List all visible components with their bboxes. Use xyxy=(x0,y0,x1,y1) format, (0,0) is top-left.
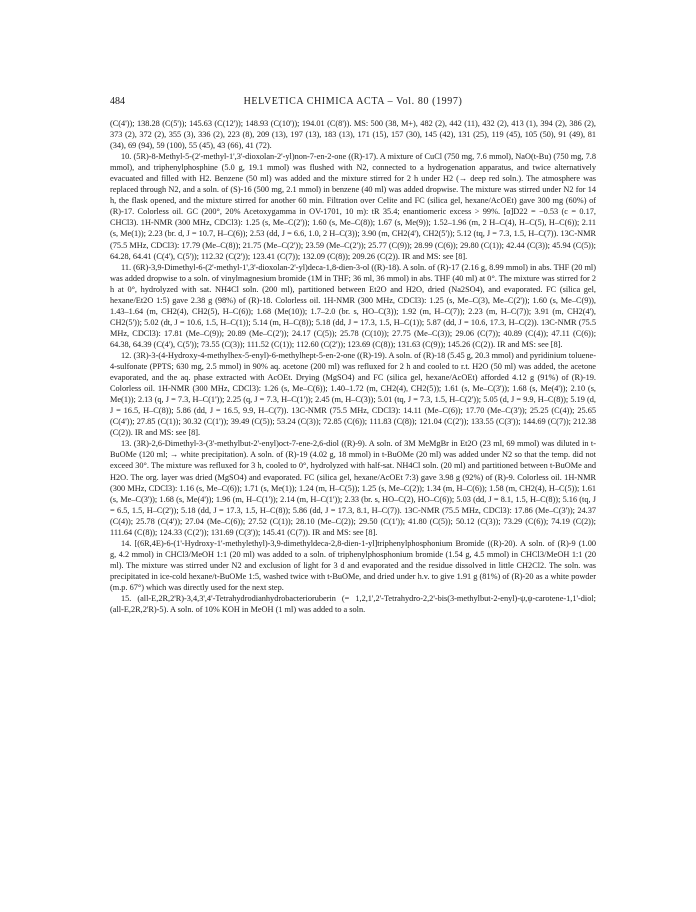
page-number: 484 xyxy=(110,96,125,107)
article-body xyxy=(110,118,596,615)
paragraph-experiment-13: 13. (3R)-2,6-Dimethyl-3-(3'-methylbut-2'-enyl)oct-7-ene-2,6-diol ((R)-9). A soln. of 3M MeMgBr in Et2O (23 ml, 69 mmol) was diluted in t-BuOMe (120 ml; → white precipitation). A soln. of (R)-19 (4.02 g, 18 mmol) in t-BuOMe (20 ml) was added under N2 so that the temp. did not exceed 30°. The mixture was refluxed for 3 h, cooled to 0°, hydrolyzed with half-sat. NH4Cl soln. (20 ml) and partitioned between t-BuOMe and H2O. The org. layer was dried (MgSO4) and evaporated. FC (silica gel, hexane/AcOEt 7:3) gave 3.98 g (92%) of (R)-9. Colorless oil. 1H-NMR (300 MHz, CDCl3): 1.16 (s, Me–C(6)); 1.71 (s, Me(1)); 1.24 (m, H–C(5)); 1.25 (s, Me–C(2)); 1.34 (m, H–C(6)); 1.58 (m, CH2(4), H–C(5)); 1.61 (s, Me–C(3')); 1.68 (s, Me(4')); 1.96 (m, H–C(1')); 2.14 (m, H–C(1')); 2.33 (br. s, HO–C(2), HO–C(6)); 5.03 (dd, J = 8.1, 1.5, H–C(8)); 5.16 (tq, J = 6.5, 1.5, H–C(2')); 5.18 (dd, J = 17.3, 1.5, H–C(8)); 5.86 (dd, J = 17.3, 8.1, H–C(7)). 13C-NMR (75.5 MHz, CDCl3): 17.86 (Me–C(3')); 24.37 (C(4)); 25.78 (C(4')); 27.04 (Me–C(6)); 27.52 (C(1)); 28.10 (Me–C(2)); 29.50 (C(1')); 41.80 (C(5)); 50.12 (C(3)); 73.29 (C(6)); 74.19 (C(2)); 111.64 (C(8)); 124.33 (C(2')); 131.69 (C(3')); 145.41 (C(7)). IR and MS: see [8]. xyxy=(110,439,596,537)
paragraph-experiment-14: 14. [(6R,4E)-6-(1'-Hydroxy-1'-methylethyl)-3,9-dimethyldeca-2,8-dien-1-yl]triphenylphosphonium Bromide ((R)-20). A soln. of (R)-9 (1.00 g, 4.2 mmol) in CHCl3/MeOH 1:1 (20 ml) was added to a soln. of triphenylphosphonium bromide (1.54 g, 4.5 mmol) in CHCl3/MeOH 1:1 (20 ml). The mixture was stirred under N2 and exclusion of light for 3 d and evaporated and the residue dissolved in little CH2Cl2. The soln. was precipitated in ice-cold hexane/t-BuOMe 1:5, washed twice with t-BuOMe, and dried under h.v. to give 1.91 g (81%) of (R)-20 as a white powder (m.p. 67°) which was directly used for the next step. xyxy=(110,538,596,592)
paragraph-experiment-15: 15. (all-E,2R,2'R)-3,4,3',4'-Tetrahydrodianhydrobacterioruberin (= 1,2,1',2'-Tetrahydro-2,2'-bis(3-methylbut-2-enyl)-ψ,ψ-carotene-1,1'-diol; (all-E,2R,2'R)-5). A soln. of 10% KOH in MeOH (1 ml) was added to a soln. xyxy=(110,594,596,615)
page-header xyxy=(110,96,596,110)
paragraph-experiment-10: 10. (5R)-8-Methyl-5-(2'-methyl-1',3'-dioxolan-2'-yl)non-7-en-2-one ((R)-17). A mixture of CuCl (750 mg, 7.6 mmol), NaO(t-Bu) (750 mg, 7.8 mmol), and triphenylphosphine (5.0 g, 19.1 mmol) was flushed with N2, connected to a hydrogenation apparatus, and twice alternatively evacuated and filled with H2. Benzene (50 ml) was added and the mixture stirred for 2 h under H2 (→ deep red soln.). The atmosphere was replaced through N2, and a soln. of (S)-16 (500 mg, 2.1 mmol) in benzene (40 ml) was added dropwise. The mixture was stirred under N2 for 14 h, the flask opened, and the mixture stirred for another 60 min. Filtration over Celite and FC (silica gel, hexane/AcOEt) gave 300 mg (60%) of (R)-17. Colorless oil. GC (200°, 20% Acetoxygamma in OV-1701, 10 m): tR 35.4; enantiomeric excess > 99%. [α]D22 = −0.53 (c = 0.17, CHCl3). 1H-NMR (300 MHz, CDCl3): 1.25 (s, Me–C(2')); 1.60 (s, Me–C(8)); 1.67 (s, Me(9)); 1.52–1.96 (m, 2 H–C(4), H–C(5), H–C(6)); 2.11 (s, Me(1)); 2.23 (br. d, J = 10.7, H–C(6)); 2.53 (dd, J = 6.6, 1.0, 2 H–C(3)); 3.90 (m, CH2(4'), CH2(5')); 5.12 (tq, J = 7.3, 1.5, H–C(7)). 13C-NMR (75.5 MHz, CDCl3): 17.79 (Me–C(8)); 21.75 (Me–C(2')); 23.59 (Me–C(2')); 25.77 (C(9)); 28.99 (C(6)); 29.80 (C(1)); 42.44 (C(3)); 45.94 (C(5)); 64.28, 64.41 (C(4'), C(5')); 112.32 (C(2')); 123.41 (C(7)); 132.09 (C(8)); 209.26 (C(2)). IR and MS: see [8]. xyxy=(110,152,596,261)
running-title: HELVETICA CHIMICA ACTA – Vol. 80 (1997) xyxy=(243,96,463,107)
paragraph-experiment-12: 12. (3R)-3-(4-Hydroxy-4-methylhex-5-enyl)-6-methylhept-5-en-2-one ((R)-19). A soln. of (R)-18 (5.45 g, 20.3 mmol) and pyridinium toluene-4-sulfonate (PPTS; 630 mg, 2.5 mmol) in 90% aq. acetone (200 ml) was refluxed for 2 h and cooled to r.t. H2O (50 ml) was added, the acetone evaporated, and the aq. phase extracted with AcOEt. Drying (MgSO4) and FC (silica gel, hexane/AcOEt) afforded 4.12 g (91%) of (R)-19. Colorless oil. 1H-NMR (300 MHz, CDCl3): 1.26 (s, Me–C(6)); 1.40–1.72 (m, CH2(4), CH2(5)); 1.61 (s, Me–C(3')); 1.68 (s, Me(4')); 2.10 (s, Me(1)); 2.13 (q, J = 7.3, H–C(1')); 2.25 (q, J = 7.3, H–C(1')); 2.45 (m, H–C(3)); 5.01 (tq, J = 7.3, 1.5, H–C(2')); 5.05 (d, J = 9.9, H–C(8)); 5.19 (d, J = 16.5, H–C(8)); 5.86 (dd, J = 16.5, 9.9, H–C(7)). 13C-NMR (75.5 MHz, CDCl3): 14.11 (Me–C(6)); 17.70 (Me–C(3')); 25.25 (C(4)); 25.65 (C(4')); 27.85 (C(1)); 30.32 (C(1')); 39.49 (C(5)); 53.24 (C(3)); 72.85 (C(6)); 111.83 (C(8)); 121.04 (C(2')); 133.55 (C(3')); 144.69 (C(7)); 212.38 (C(2)). IR and MS: see [8]. xyxy=(110,350,596,438)
paragraph-continued: (C(4')); 138.28 (C(5')); 145.63 (C(12')); 148.93 (C(10')); 194.01 (C(8')). MS: 500 (38, M+), 482 (2), 442 (11), 432 (2), 413 (1), 394 (2), 386 (2), 373 (2), 372 (2), 355 (3), 336 (2), 223 (8), 209 (13), 197 (13), 183 (13), 171 (15), 157 (30), 145 (42), 131 (25), 119 (45), 105 (50), 91 (49), 81 (34), 69 (94), 59 (100), 55 (45), 43 (66), 41 (72). xyxy=(110,119,596,151)
paragraph-experiment-11: 11. (6R)-3,9-Dimethyl-6-(2'-methyl-1',3'-dioxolan-2'-yl)deca-1,8-dien-3-ol ((R)-18). A soln. of (R)-17 (2.16 g, 8.99 mmol) in abs. THF (20 ml) was added dropwise to a soln. of vinylmagnesium bromide (1M in THF; 36 ml, 36 mmol) in abs. THF (40 ml) at 0°. The mixture was stirred for 2 h at 0°, hydrolyzed with sat. NH4Cl soln. (200 ml), partitioned between Et2O and H2O, dried (Na2SO4), and evaporated. FC (silica gel, hexane/Et2O 1:5) gave 2.38 g (98%) of (R)-18. Colorless oil. 1H-NMR (300 MHz, CDCl3): 1.25 (s, Me–C(3), Me–C(2')); 1.60 (s, Me–C(9)), 1.43–1.64 (m, CH2(4), CH2(5), H–C(6)); 1.68 (Me(10)); 1.7–2.0 (br. s, HO–C(3)); 1.92 (m, H–C(7)); 2.23 (m, H–C(7)); 3.91 (m, CH2(4'), CH2(5')); 5.02 (dt, J = 10.6, 1.5, H–C(1)); 5.14 (m, H–C(8)); 5.18 (dd, J = 17.3, 1.5, H–C(1)); 5.87 (dd, J = 10.6, 17.3, H–C(2)). 13C-NMR (75.5 MHz, CDCl3): 17.81 (Me–C(9)); 20.89 (Me–C(2')); 24.17 (C(5)); 25.78 (C(10)); 27.75 (Me–C(3)); 29.06 (C(7)); 40.89 (C(4)); 47.11 (C(6)); 64.38, 64.39 (C(4'), C(5')); 73.55 (C(3)); 111.52 (C(1)); 112.60 (C(2')); 123.69 (C(8)); 131.63 (C(9)); 145.26 (C(2)). IR and MS: see [8]. xyxy=(110,262,596,349)
